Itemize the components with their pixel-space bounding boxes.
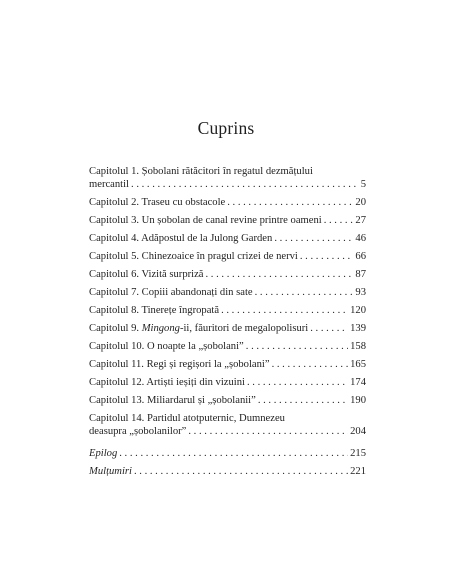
dot-leader	[310, 322, 348, 335]
toc-entry-title-line-1: Capitolul 1. Șobolani rătăcitori în regatul dezmățului	[89, 166, 313, 177]
toc-entry-title-line-1: Capitolul 14. Partidul atotputernic, Dumnezeu	[89, 413, 285, 424]
dot-leader	[258, 394, 348, 407]
toc-entry-title: Capitolul 5. Chinezoaice în pragul crizei de nervi	[89, 251, 298, 262]
toc-entry-title: Capitolul 8. Tinerețe îngropată	[89, 305, 220, 316]
toc-entry-title-suffix: -ii, făuritori de megalopolisuri	[179, 323, 309, 334]
dot-leader	[300, 250, 354, 263]
dot-leader	[131, 178, 359, 191]
dot-leader	[134, 465, 348, 478]
toc-entry-chapter-6	[89, 268, 366, 281]
toc-entry-chapter-5	[89, 250, 366, 263]
toc-entry-chapter-14	[89, 412, 366, 438]
toc-page-number: 20	[355, 197, 366, 208]
dot-leader	[274, 232, 353, 245]
toc-page-number: 87	[355, 269, 366, 280]
dot-leader	[324, 214, 354, 227]
toc-entry-chapter-7	[89, 286, 366, 299]
toc-entry-chapter-3	[89, 214, 366, 227]
toc-entry-chapter-8	[89, 304, 366, 317]
toc-entry-chapter-4	[89, 232, 366, 245]
toc-entry-chapter-2	[89, 196, 366, 209]
dot-leader	[119, 447, 348, 460]
toc-page-number: 158	[350, 341, 366, 352]
toc-entry-chapter-13	[89, 394, 366, 407]
dot-leader	[227, 196, 353, 209]
dot-leader	[255, 286, 354, 299]
toc-entry-title: mercantil	[89, 179, 130, 190]
toc-entry-title: Capitolul 13. Miliardarul și „șobolanii”	[89, 395, 256, 406]
toc-entry-chapter-10	[89, 340, 366, 353]
toc-page-number: 66	[355, 251, 366, 262]
toc-entry-acknowledgements	[89, 465, 366, 478]
dot-leader	[188, 425, 348, 438]
toc-page-number: 165	[350, 359, 366, 370]
toc-page-number: 204	[350, 426, 366, 437]
toc-page-number: 5	[360, 179, 366, 190]
toc-page-number: 46	[355, 233, 366, 244]
toc-page-number: 27	[355, 215, 366, 226]
dot-leader	[272, 358, 349, 371]
toc-entry-title: Capitolul 10. O noapte la „șobolani”	[89, 341, 244, 352]
toc-entry-chapter-1	[89, 165, 366, 191]
toc-entry-title: Capitolul 12. Artiști ieșiți din vizuini	[89, 377, 245, 388]
dot-leader	[247, 376, 348, 389]
toc-entry-title-italic: Mingong	[141, 323, 180, 334]
toc-entry-title: Capitolul 3. Un șobolan de canal revine printre oameni	[89, 215, 322, 226]
toc-entry-chapter-11	[89, 358, 366, 371]
toc-entry-title	[89, 322, 308, 335]
toc-entry-epilog	[89, 447, 366, 460]
toc-page-number: 215	[350, 448, 366, 459]
toc-page-number: 174	[350, 377, 366, 388]
toc-entry-chapter-12	[89, 376, 366, 389]
toc-entry-chapter-9	[89, 322, 366, 335]
toc-page-number: 93	[355, 287, 366, 298]
toc-entry-title: Epilog	[89, 448, 118, 459]
dot-leader	[221, 304, 348, 317]
page-title: Cuprins	[197, 118, 255, 138]
toc-entry-title: Capitolul 11. Regi și regișori la „șobolani”	[89, 359, 270, 370]
toc-entry-title: deasupra „șobolanilor”	[89, 426, 187, 437]
dot-leader	[246, 340, 348, 353]
toc-entry-title: Capitolul 2. Traseu cu obstacole	[89, 197, 226, 208]
toc-entry-title: Capitolul 6. Vizită surpriză	[89, 269, 204, 280]
dot-leader	[206, 268, 354, 281]
toc-entry-title-prefix: Capitolul 9.	[89, 323, 142, 334]
table-of-contents	[89, 165, 366, 483]
toc-page-number: 120	[350, 305, 366, 316]
toc-entry-title: Capitolul 4. Adăpostul de la Julong Garden	[89, 233, 273, 244]
toc-entry-title: Mulțumiri	[89, 466, 132, 477]
toc-page-number: 221	[350, 466, 366, 477]
toc-entry-title: Capitolul 7. Copiii abandonați din sate	[89, 287, 253, 298]
toc-page-number: 190	[350, 395, 366, 406]
toc-page-number: 139	[350, 323, 366, 334]
